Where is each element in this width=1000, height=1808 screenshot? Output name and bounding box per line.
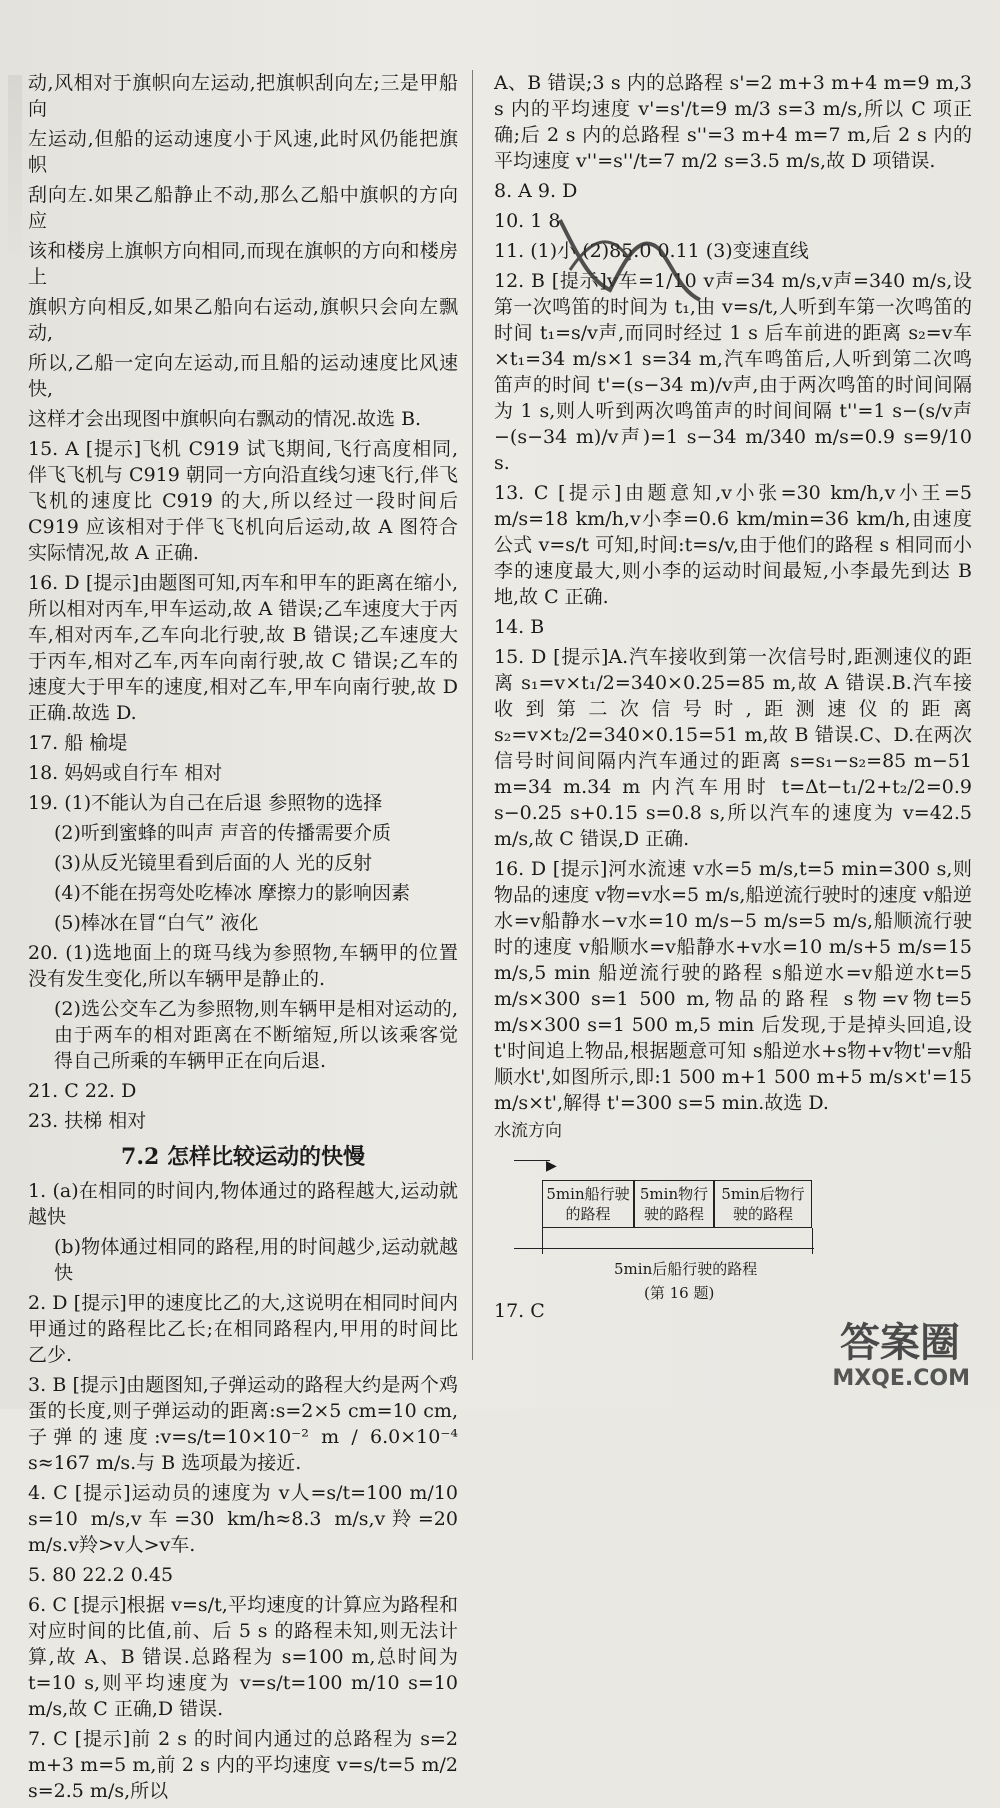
answer-23: 23. 扶梯 相对 (28, 1110, 147, 1132)
answer-16: 16. D [提示]河水流速 v水=5 m/s,t=5 min=300 s,则物品的速度 v物=v水=5 m/s,船逆流行驶时的速度 v船逆水=v船静水−v水=10 m/s−5 m/s=5 m/s,船顺流行驶时的速度 v船顺水=v船静水+v水=10 m/s+5 m/s=15 m/s,5 min 船逆流行驶的路程 s船逆水=v船逆水t=5 m/s×300 s=1 500 m,物品的路程 s物=v物t=5 m/s×300 s=1 500 m,5 min 后发现,于是掉头回追,设 t'时间追上物品,根据题意可知 s船逆水+s物+v物t'=v船顺水t',如图所示,即:1 500 m+1 500 m+5 m/s×t'=15 m/s×t',解得 t'=300 s=5 min.故选 D. (494, 858, 972, 1114)
box-item-5min: 5min物行驶的路程 (634, 1180, 714, 1228)
river-diagram (514, 1148, 844, 1302)
answer-s6: 6. C [提示]根据 v=s/t,平均速度的计算应为路程和对应时间的比值,前、后 5 s 的路程未知,则无法计算,故 A、B 错误.总路程为 s=100 m,总时间为 t=10 s,则平均速度为 v=s/t=100 m/10 s=10 m/s,故 C 正确,D 错误. (28, 1594, 458, 1720)
box-boat-5min: 5min船行驶的路程 (542, 1180, 634, 1228)
text-line: 该和楼房上旗帜方向相同,而现在旗帜的方向和楼房上 (28, 240, 458, 288)
text-line: 这样才会出现图中旗帜向右飘动的情况.故选 B. (28, 408, 422, 430)
page-edge-shadow (8, 75, 22, 255)
text-line: 旗帜方向相反,如果乙船向右运动,旗帜只会向左飘动, (28, 296, 458, 344)
diagram-baseline (514, 1248, 814, 1249)
text-line: 左运动,但船的运动速度小于风速,此时风仍能把旗帜 (28, 128, 458, 176)
answer-12: 12. B [提示]v车=1/10 v声=34 m/s,v声=340 m/s,设第一次鸣笛的时间为 t₁,由 v=s/t,人听到车第一次鸣笛的时间 t₁=s/v声,而同时经过 1 s 后车前进的距离 s₂=v车×t₁=34 m/s×1 s=34 m,汽车鸣笛后,人听到第二次鸣笛声的时间 t'=(s−34 m)/v声,由于两次鸣笛的时间间隔为 1 s,则人听到两次鸣笛声的时间间隔 t''=1 s−(s/v声−(s−34 m)/v声)=1 s−34 m/340 m/s=0.9 s=9/10 s. (494, 270, 972, 474)
answer-s5: 5. 80 22.2 0.45 (28, 1564, 174, 1586)
answer-11: 11. (1)小 (2)85.0 0.11 (3)变速直线 (494, 240, 809, 262)
answer-13: 13. C [提示]由题意知,v小张=30 km/h,v小王=5 m/s=18 km/h,v小李=0.6 km/min=36 km/h,由速度公式 v=s/t 可知,时间:t=s/v,由于他们的路程 s 相同而小李的速度最大,则小李的运动时间最短,小李最先到达 B 地,故 C 正确. (494, 482, 972, 608)
answer-20-1: 20. (1)选地面上的斑马线为参照物,车辆甲的位置没有发生变化,所以车辆甲是静止的. (28, 942, 458, 990)
text-line: 所以,乙船一定向左运动,而且船的运动速度比风速快, (28, 352, 458, 400)
box-item-after: 5min后物行驶的路程 (714, 1180, 812, 1228)
answer-7-cont: A、B 错误;3 s 内的总路程 s'=2 m+3 m+4 m=9 m,3 s 内的平均速度 v'=s'/t=9 m/3 s=3 m/s,所以 C 项正确;后 2 s 内的总路程 s''=3 m+4 m=7 m,后 2 s 内的平均速度 v''=s''/t=7 m/2 s=3.5 m/s,故 D 项错误. (494, 72, 972, 172)
answer-17: 17. C (494, 1300, 545, 1322)
answer-8-9: 8. A 9. D (494, 180, 578, 202)
answer-14: 14. B (494, 616, 545, 638)
answer-17: 17. 船 榆堤 (28, 732, 128, 754)
answer-19-4: (4)不能在拐弯处吃棒冰 摩擦力的影响因素 (54, 882, 410, 904)
answer-s3: 3. B [提示]由题图知,子弹运动的路程大约是两个鸡蛋的长度,则子弹运动的距离:s=2×5 cm=10 cm,子弹的速度:v=s/t=10×10⁻² m / 6.0×10⁻⁴ s≈167 m/s.与 B 选项最为接近. (28, 1374, 458, 1474)
answer-15: 15. A [提示]飞机 C919 试飞期间,飞行高度相同,伴飞飞机与 C919 朝同一方向沿直线匀速飞行,伴飞飞机的速度比 C919 的大,所以经过一段时间后 C919 应该相对于伴飞飞机向后运动,故 A 图符合实际情况,故 A 正确. (28, 438, 458, 564)
answer-s7: 7. C [提示]前 2 s 的时间内通过的总路程为 s=2 m+3 m=5 m,前 2 s 内的平均速度 v=s/t=5 m/2 s=2.5 m/s,所以 (28, 1728, 458, 1802)
bottom-label: 5min后船行驶的路程 (614, 1260, 758, 1278)
diagram-tick (812, 1228, 813, 1254)
answer-19-1: 19. (1)不能认为自己在后退 参照物的选择 (28, 792, 383, 814)
answer-21-22: 21. C 22. D (28, 1080, 137, 1102)
diagram-tick (542, 1228, 543, 1254)
answer-s1a: 1. (a)在相同的时间内,物体通过的路程越大,运动就越快 (28, 1180, 458, 1228)
text-line: 刮向左.如果乙船静止不动,那么乙船中旗帜的方向应 (28, 184, 458, 232)
text-line: 动,风相对于旗帜向左运动,把旗帜刮向左;三是甲船向 (28, 72, 458, 120)
answer-19-3: (3)从反光镜里看到后面的人 光的反射 (54, 852, 372, 874)
section-heading: 7.2 怎样比较运动的快慢 (121, 1144, 365, 1170)
flow-arrow (514, 1160, 550, 1161)
answer-16: 16. D [提示]由题图可知,丙车和甲车的距离在缩小,所以相对丙车,甲车运动,故 A 错误;乙车速度大于丙车,相对丙车,乙车向北行驶,故 B 错误;乙车速度大于丙车,相对乙车,丙车向南行驶,故 C 错误;乙车的速度大于甲车的速度,相对乙车,甲车向南行驶,故 D 正确.故选 D. (28, 572, 458, 724)
answer-20-2: (2)选公交车乙为参照物,则车辆甲是相对运动的,由于两车的相对距离在不断缩短,所以该乘客觉得自己所乘的车辆甲正在向后退. (54, 998, 458, 1072)
answer-19-5: (5)棒冰在冒“白气” 液化 (54, 912, 259, 934)
arrow-head-icon: ▶ (546, 1158, 557, 1174)
answer-15: 15. D [提示]A.汽车接收到第一次信号时,距测速仪的距离 s₁=v×t₁/2=340×0.25=85 m,故 A 错误.B.汽车接收到第二次信号时,距测速仪的距离 s₂=v×t₂/2=340×0.15=51 m,故 B 错误.C、D.在两次信号时间间隔内汽车通过的距离 s=s₁−s₂=85 m−51 m=34 m.34 m 内汽车用时 t=Δt−t₁/2+t₂/2=0.9 s−0.25 s+0.15 s=0.8 s,所以汽车的速度为 v=42.5 m/s,故 C 错误,D 正确. (494, 646, 972, 850)
watermark-text: 答案圈 (840, 1320, 960, 1366)
answer-18: 18. 妈妈或自行车 相对 (28, 762, 223, 784)
answer-10: 10. 1 8 (494, 210, 561, 232)
left-column (28, 70, 458, 1808)
answer-s2: 2. D [提示]甲的速度比乙的大,这说明在相同时间内甲通过的路程比乙长;在相同路程内,甲用的时间比乙少. (28, 1292, 458, 1366)
answer-19-2: (2)听到蜜蜂的叫声 声音的传播需要介质 (54, 822, 391, 844)
answer-s1b: (b)物体通过相同的路程,用的时间越少,运动就越快 (54, 1236, 458, 1284)
figure-caption: (第 16 题) (644, 1284, 715, 1302)
watermark-logo (790, 1311, 980, 1391)
watermark-url: MXQE.COM (832, 1366, 970, 1391)
handwriting-scribble (540, 200, 710, 320)
column-divider (472, 70, 473, 1360)
answer-s4: 4. C [提示]运动员的速度为 v人=s/t=100 m/10 s=10 m/s,v车=30 km/h≈8.3 m/s,v羚=20 m/s.v羚>v人>v车. (28, 1482, 458, 1556)
flow-direction-label: 水流方向 (494, 1121, 562, 1141)
